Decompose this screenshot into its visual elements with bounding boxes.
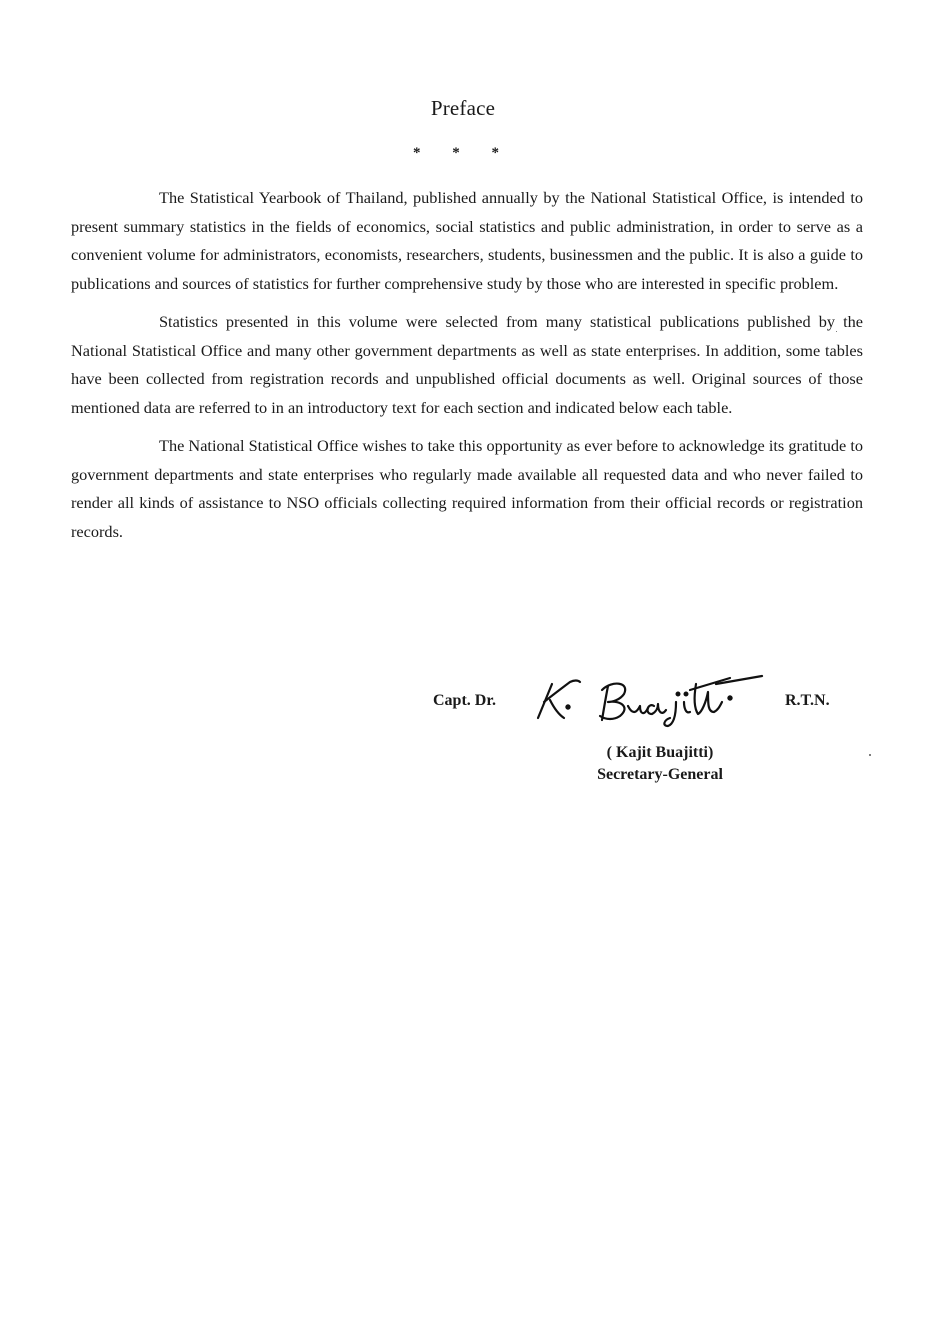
- preface-body: [71, 184, 863, 556]
- title-ornament: * * *: [413, 145, 513, 161]
- signature-suffix: R.T.N.: [785, 692, 830, 709]
- paragraph-2: Statistics presented in this volume were selected from many statistical publications published by the National Statistical Office and many other government departments as well as state enterprises. In addition, some tables have been collected from registration records and unpublished official documents as well. Original sources of those mentioned data are referred to in an introductory text for each section and indicated below each table.: [71, 312, 863, 417]
- signature-block: [0, 660, 941, 800]
- paragraph-3: The National Statistical Office wishes to take this opportunity as ever before to acknowledge its gratitude to government departments and state enterprises who regularly made available all requested data and who never failed to render all kinds of assistance to NSO officials collecting required information from their official records or registration records.: [71, 436, 863, 541]
- scan-speck: [869, 754, 871, 756]
- signatory-name: ( Kajit Buajitti): [606, 744, 714, 761]
- scan-speck: [836, 331, 837, 332]
- handwritten-signature: [530, 662, 770, 732]
- signatory-title: Secretary-General: [597, 766, 723, 783]
- page-title: Preface: [430, 96, 496, 120]
- signature-prefix: Capt. Dr.: [433, 692, 496, 709]
- paragraph-1: The Statistical Yearbook of Thailand, published annually by the National Statistical Office, is intended to present summary statistics in the fields of economics, social statistics and public administration, in order to serve as a convenient volume for administrators, economists, researchers, students, businessmen and the public. It is also a guide to publications and sources of statistics for further comprehensive study by those who are interested in specific problem.: [71, 188, 863, 293]
